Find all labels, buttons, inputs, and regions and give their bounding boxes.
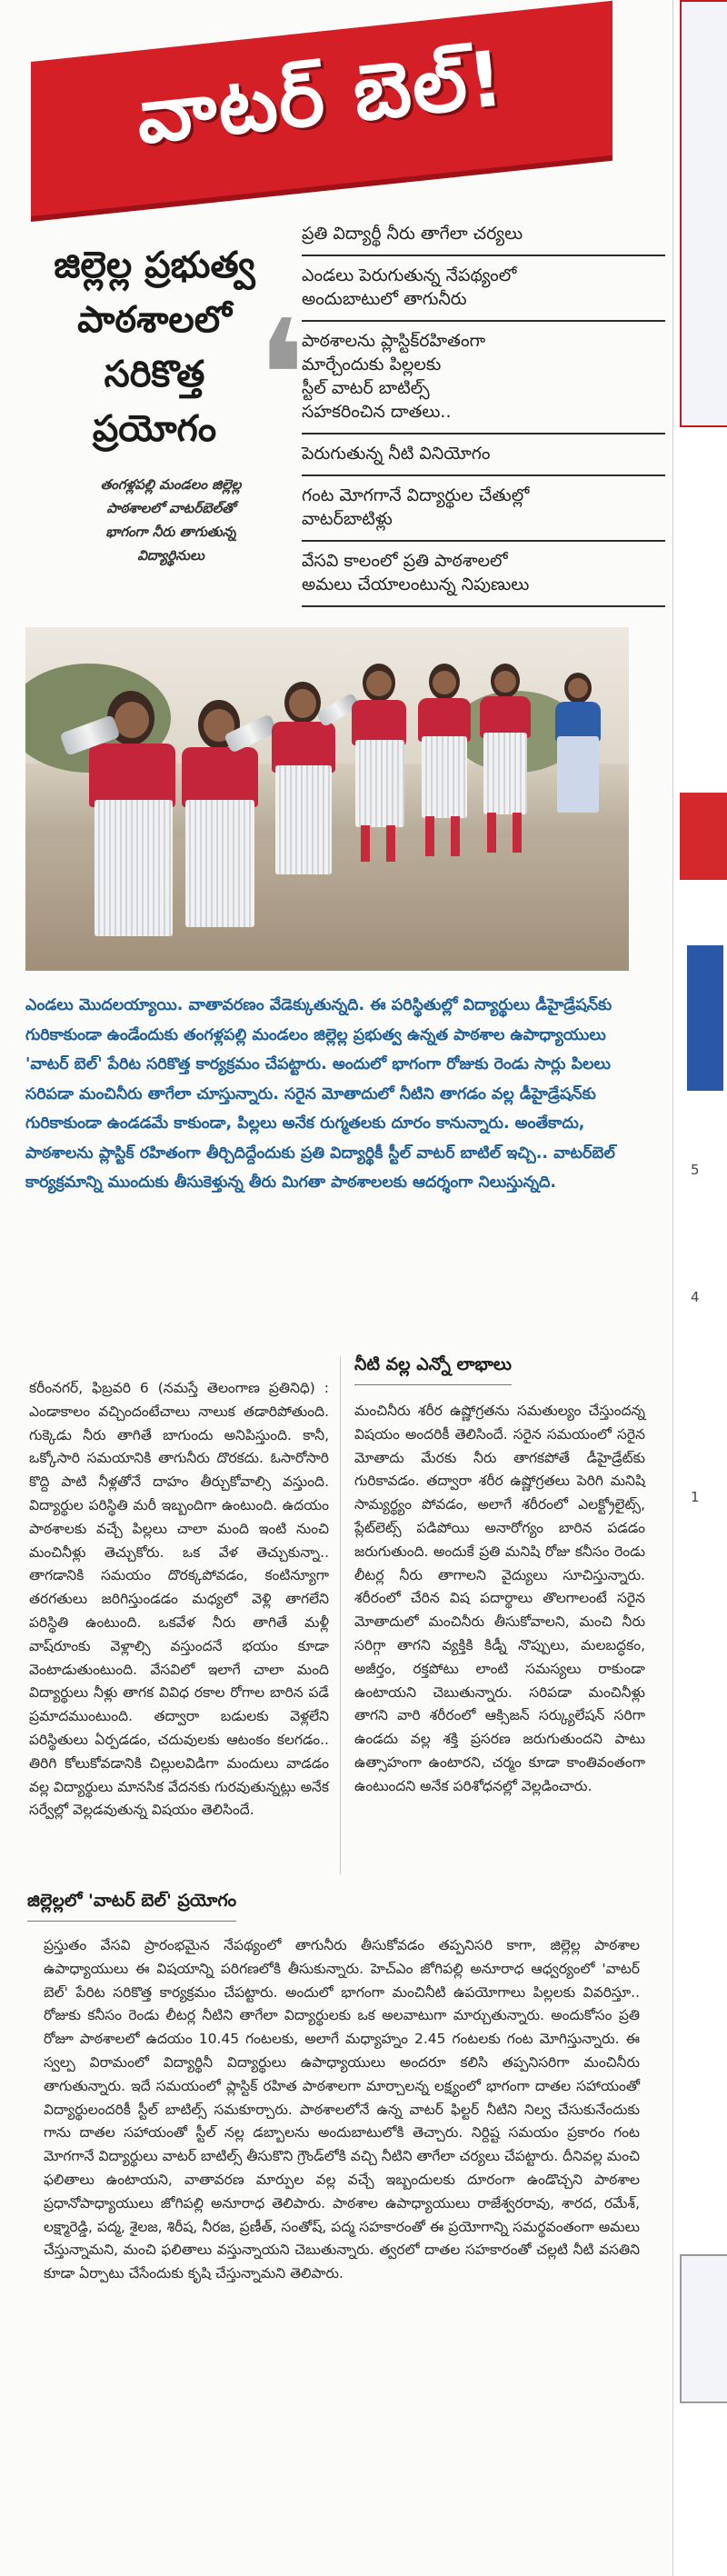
adjacent-ad-box [680, 2254, 727, 2403]
caption-line: విద్యార్థినులు [137, 547, 204, 564]
highlight-item [302, 476, 665, 542]
highlight-line: అందుబాటులో తాగునీరు [302, 289, 467, 309]
adjacent-text-fragment: 1 [691, 1489, 700, 1505]
highlight-line: మార్చేందుకు పిల్లలకు [302, 354, 442, 374]
highlight-item [302, 434, 665, 476]
students-drinking-photo [25, 627, 629, 971]
highlight-line: స్టీల్ వాటర్ బాటిల్స్ [302, 378, 430, 398]
caption-line: తంగళ్లపల్లి మండలం జిల్లెల్ల [100, 476, 242, 493]
headline-line: పాఠశాలలో [77, 299, 232, 341]
intro-paragraph: ఎండలు మొదలయ్యాయి. వాతావరణం వేడెక్కుతున్నది. ఈ పరిస్థితుల్లో విద్యార్థులు డీహైడ్రేషన్‌కు గురికాకుండా ఉండేందుకు తంగళ్లపల్లి మండలం జిల్లెల్ల ప్రభుత్వ ఉన్నత పాఠశాల ఉపాధ్యాయులు 'వాటర్ బెల్' పేరిట సరికొత్త కార్యక్రమం చేపట్టారు. అందులో భాగంగా రోజుకు రెండు సార్లు పిలలు సరిపడా మంచినీరు తాగేలా చూస్తున్నారు. సరైన మోతాదులో నీటిని తాగడం వల్ల డీహైడ్రేషన్‌కు గురికాకుండా ఉండడమే కాకుండా, పిల్లలు అనేక రుగ్మతలకు దూరం కానున్నారు. అంతేకాదు, పాఠశాలను ప్లాస్టిక్ రహితంగా తీర్చిదిద్దేందుకు ప్రతి విద్యార్థికీ స్టీల్ వాటర్ బాటిల్ ఇచ్చి.. వాటర్‌బెల్ కార్యక్రమాన్ని ముందుకు తీసుకెళ్తున్న తీరు మిగతా పాఠశాలలకు ఆదర్శంగా నిలుస్తున్నది. [25, 996, 615, 1192]
adjacent-text-fragment: 5 [691, 1162, 700, 1178]
highlight-line: పెరుగుతున్న నీటి వినియోగం [302, 444, 491, 464]
highlight-line: గంట మోగగానే విద్యార్థుల చేతుల్లో [302, 485, 530, 505]
highlight-line: ఎండలు పెరుగుతున్న నేపథ్యంలో [302, 265, 517, 285]
adjacent-red-block [680, 793, 727, 880]
title-banner [31, 25, 612, 180]
caption-line: పాఠశాలలో వాటర్‌బెల్‌తో [106, 500, 235, 516]
highlight-list [302, 215, 665, 607]
adjacent-ad-box [680, 0, 727, 427]
adjacent-blue-block [687, 945, 723, 1091]
headline-line: జిల్లెల్ల ప్రభుత్వ [54, 245, 255, 286]
quote-mark-icon: ❛ [256, 287, 306, 467]
highlight-line: వేసవి కాలంలో ప్రతి పాఠశాలలో [302, 551, 508, 571]
body-column-left: కరీంనగర్, ఫిబ్రవరి 6 (నమస్తే తెలంగాణ ప్రతినిధి) : ఎండాకాలం వచ్చిందంటేచాలు నాలుక తడారిపోతుంది. గుక్కెడు నీరు తాగితే బాగుందు అనిపిస్తుంది. కానీ, ఒక్కోసారి సమయానికి తాగునీరు దొరకదు. ఓసారోసారి కొద్ది పాటి నీళ్లతోనే దాహం తీర్చుకోవాల్సి వస్తుంది. విద్యార్థుల పరిస్థితి మరీ ఇబ్బందిగా ఉంటుంది. ఉదయం పాఠశాలకు వచ్చే పిల్లలు చాలా మంది ఇంటి నుంచి మంచినీళ్లు తెచ్చుకోరు. ఒక వేళ తెచ్చుకున్నా.. తాగడానికి సమయం దొరక్కపోవడం, కంటిన్యూగా తరగతులు జరిగిస్తుండడం మధ్యలో వెళ్లి తాగలేని పరిస్థితి ఉంటుంది. ఒకవేళ నీరు తాగితే మళ్లీ వాష్‌రూంకు వెళ్లాల్సి వస్తుందనే భయం కూడా వెంటాడుతుంటుంది. వేసవిలో ఇలాగే చాలా మంది విద్యార్థులు నీళ్లు తాగక వివిధ రకాల రోగాల బారిన పడే ప్రమాదముంటుంది. తద్వారా బడులకు వెళ్లలేని పరిస్థితులు ఏర్పడడం, చదువులకు ఆటంకం కలగడం.. తిరిగి కోలుకోవడానికి చిల్లులవిడిగా మందులు వాడడం వల్ల విద్యార్థులు మానసిక వేదనకు గురవుతున్నట్లు అనేక సర్వేల్లో వెల్లడవుతున్న విషయం తెలిసిందే. [29, 1380, 329, 1819]
highlight-item [302, 542, 665, 607]
headline-line: సరికొత్త [104, 354, 205, 395]
highlight-line: వాటర్‌బాటిళ్లు [302, 509, 393, 529]
banner-title: వాటర్ బెల్! [132, 34, 510, 162]
subheading-benefits: నీటి వల్ల ఎన్నో లాభాలు [354, 1354, 512, 1385]
body-bottom: ప్రస్తుతం వేసవి ప్రారంభమైన నేపథ్యంలో తాగునీరు తీసుకోవడం తప్పనిసరి కాగా, జిల్లెల్ల పాఠశాల ఉపాధ్యాయులు ఈ విషయాన్ని పరిగణలోకి తీసుకున్నారు. హెచ్ఎం జోగిపల్లి అనూరాధ ఆధ్వర్యంలో 'వాటర్ బెల్' పేరిట సరికొత్త కార్యక్రమం చేపట్టారు. అందులో భాగంగా మంచినీటి ఉపయోగాలు పిల్లలకు వివరిస్తూ.. రోజుకు కనీసం రెండు లీటర్ల నీటిని తాగేలా విద్యార్థులకు ఒక అలవాటుగా మార్చుతున్నారు. అందుకోసం ప్రతి రోజూ పాఠశాలలో ఉదయం 10.45 గంటలకు, అలాగే మధ్యాహ్నం 2.45 గంటలకు గంట మోగిస్తున్నారు. ఈ స్వల్ప విరామంలో విద్యార్థినీ విద్యార్థులు ఉపాధ్యాయులు అందరూ కలిసి తప్పనిసరిగా మంచినీరు తాగుతున్నారు. ఇదే సమయంలో ప్లాస్టిక్ రహిత పాఠశాలగా మార్చాలన్న లక్ష్యంలో భాగంగా దాతల సహాయంతో విద్యార్థులందరికీ స్టీల్ బాటిల్స్ సమకూర్చారు. పాఠశాలలోనే ఉన్న వాటర్ ఫిల్టర్ నీటిని నిల్వ చేసుకునేందుకు గాను దాతల సహాయంతో స్టీల్ నల్ల డబ్బాలను అందుబాటులోకి తెచ్చారు. నిర్దిష్ట సమయం ప్రకారం గంట మోగగానే విద్యార్థులు వాటర్ బాటిల్స్ తీసుకొని గ్రౌండ్‌లోకి వచ్చి నీటిని తాగేలా చర్యలు చేపట్టారు. దీనివల్ల మంచి ఫలితాలు ఉంటాయని, వాతావరణ మార్పుల వల్ల వచ్చే ఇబ్బందులకు దూరంగా ఉండొచ్చని పాఠశాల ప్రధానోపాధ్యాయులు జోగిపల్లి అనూరాధ తెలిపారు. పాఠశాల ఉపాధ్యాయులు రాజేశ్వరరావు, శారద, రమేశ్, లక్ష్మారెడ్డి, పద్మ, శైలజ, శిరీష, నీరజ, ప్రణీత్, సంతోష్, పద్మ సహకారంతో ఈ ప్రయోగాన్ని సమర్థవంతంగా అమలు చేస్తున్నామని, మంచి ఫలితాలు వస్తున్నాయని చెబుతున్నారు. త్వరలో దాతల సహకారంతో చల్లటి నీటి వసతిని కూడా ఏర్పాటు చేసేందుకు కృషి చేస్తున్నామని తెలిపారు. [44, 1937, 641, 2282]
highlight-item [302, 322, 665, 434]
adjacent-text-fragment: 4 [691, 1289, 700, 1305]
highlight-item [302, 256, 665, 322]
highlight-line: సహకరించిన దాతలు.. [302, 402, 452, 422]
subheading-experiment: జిల్లెల్లలో 'వాటర్ బెల్' ప్రయోగం [27, 1891, 236, 1922]
photo-caption [44, 473, 298, 567]
headline [18, 238, 291, 456]
headline-line: ప్రయోగం [92, 408, 217, 450]
highlight-line: ప్రతి విద్యార్థీ నీరు తాగేలా చర్యలు [302, 224, 523, 244]
highlight-line: పాఠశాలను ప్లాస్టిక్‌రహితంగా [302, 331, 486, 351]
body-column-right: మంచినీరు శరీర ఉష్ణోగ్రతను సమతుల్యం చేస్తుందన్న విషయం అందరికీ తెలిసిందే. సరైన సమయంలో సరైన మోతాదు మేరకు నీరు తాగకపోతే డీహైడ్రేట్‌కు గురికావడం. తద్వారా శరీర ఉష్ణోగ్రతలు పెరిగి మనిషి సామ్యర్థ్యం పోవడం, అలాగే శరీరంలో ఎలక్ట్రోలైట్స్, ప్లేట్‌లెట్స్ పడిపోయి అనారోగ్యం బారిన పడడం జరుగుతుంది. అందుకే ప్రతి మనిషి రోజు కనీసం రెండు లీటర్ల నీరు తాగాలని వైద్యులు సూచిస్తున్నారు. శరీరంలో చేరిన విష పదార్థాలు తొలగాలంటే సరైన మోతాదులో మంచినీరు తీసుకోవాలని, మంచి నీరు సరిగ్గా తాగని వ్యక్తికి కిడ్నీ నొప్పులు, మలబద్ధకం, అజీర్తం, రక్తపోటు లాంటి సమస్యలు రాకుండా ఉంటాయని చెబుతున్నారు. సరిపడా మంచినీళ్లు తాగని వారి శరీరంలో ఆక్సిజన్ సర్క్యులేషన్ సరిగా ఉండదు వల్ల శక్తి ప్రసరణ జరుగుతుందని పాటు ఉత్సాహంగా ఉంటారని, చర్మం కూడా కాంతివంతంగా ఉంటుందని అనేక పరిశోధనల్లో వెల్లడించారు. [354, 1403, 645, 1794]
highlight-item [302, 215, 665, 256]
column-divider [340, 1356, 341, 1874]
highlight-line: అమలు చేయాలంటున్న నిపుణులు [302, 574, 530, 594]
caption-line: భాగంగా నీరు తాగుతున్న [105, 524, 236, 540]
